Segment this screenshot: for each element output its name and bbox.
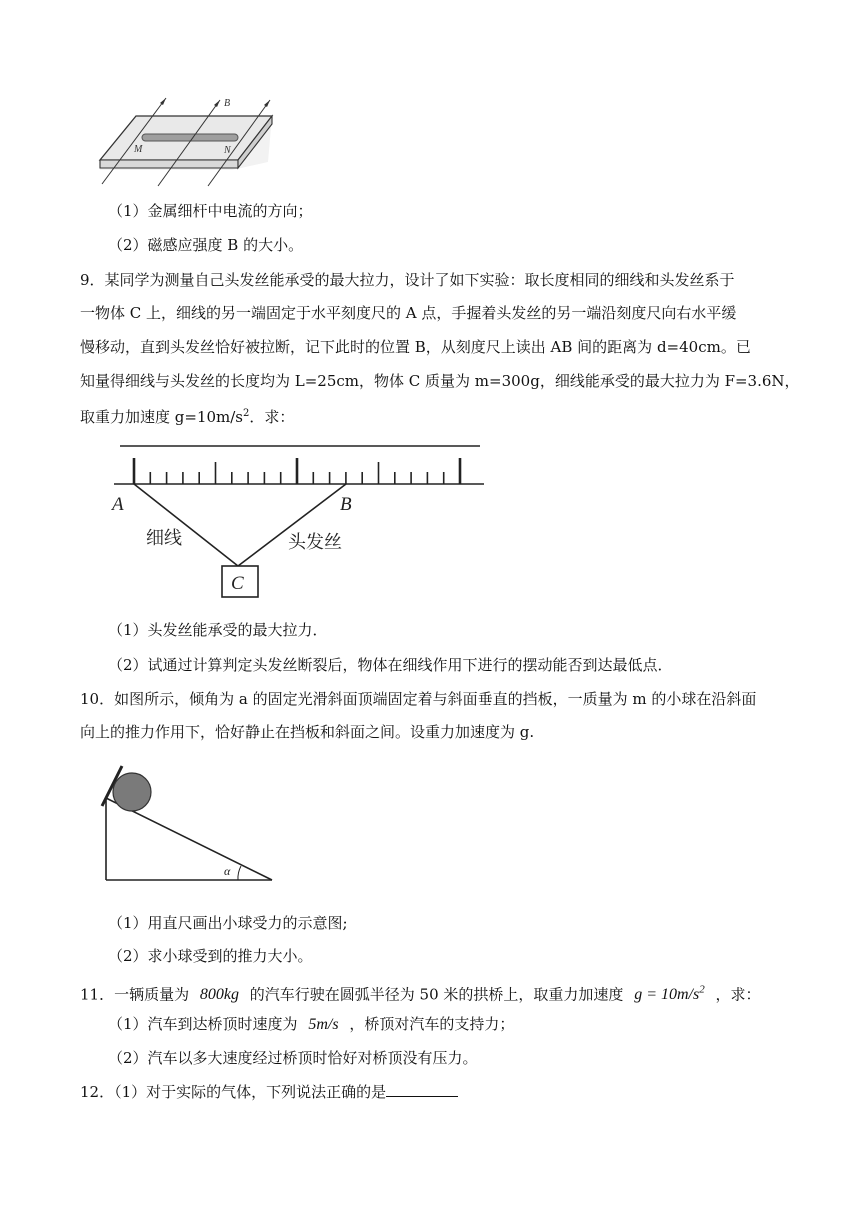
label-n: N bbox=[224, 145, 231, 156]
q11-mass: 800kg bbox=[199, 986, 239, 1004]
label-hair: 头发丝 bbox=[288, 532, 342, 553]
q8-sub2: （2）磁感应强度 B 的大小。 bbox=[108, 236, 304, 254]
q11-mid: 的汽车行驶在圆弧半径为 50 米的拱桥上，取重力加速度 bbox=[249, 985, 624, 1004]
ruler-ticks bbox=[134, 458, 460, 484]
q9-sub2: （2）试通过计算判定头发丝断裂后，物体在细线作用下进行的摆动能否到达最低点． bbox=[108, 656, 673, 674]
answer-blank[interactable] bbox=[386, 1082, 458, 1097]
q11-g-expr: g = 10m/s bbox=[634, 986, 700, 1004]
q10-line-2: 向上的推力作用下，恰好静止在挡板和斜面之间。设重力加速度为 g. bbox=[80, 723, 535, 741]
q9-line-5 bbox=[80, 404, 294, 427]
label-b2: B bbox=[340, 494, 352, 515]
q9-sub1: （1）头发丝能承受的最大拉力． bbox=[108, 621, 328, 639]
q11-sub1-post: ，桥顶对汽车的支持力； bbox=[349, 1015, 515, 1033]
q10-line-1: 10．如图所示，倾角为 a 的固定光滑斜面顶端固定着与斜面垂直的挡板，一质量为 m 的小球在沿斜面 bbox=[80, 690, 757, 708]
q9-ask: ．求： bbox=[249, 408, 295, 426]
q9-line-4: 知量得细线与头发丝的长度均为 L=25cm，物体 C 质量为 m=300g，细线能承受的最大拉力为 F=3.6N， bbox=[80, 372, 800, 390]
q9-gravity-text: 取重力加速度 g=10m/s bbox=[80, 408, 244, 426]
label-a: A bbox=[112, 494, 124, 515]
q10-sub2: （2）求小球受到的推力大小。 bbox=[108, 947, 313, 965]
q11-sub1 bbox=[108, 1014, 514, 1035]
q11-speed: 5m/s bbox=[308, 1016, 339, 1033]
magnetic-rod-figure bbox=[96, 92, 286, 188]
label-alpha: α bbox=[224, 864, 231, 878]
incline-ball-figure bbox=[100, 762, 280, 886]
q11-sub1-pre: （1）汽车到达桥顶时速度为 bbox=[108, 1015, 298, 1033]
label-b: B bbox=[224, 98, 231, 109]
q9-exponent: 2 bbox=[243, 408, 250, 419]
q9-line-3: 慢移动，直到头发丝恰好被拉断，记下此时的位置 B，从刻度尺上读出 AB 间的距离为 d=40cm。已 bbox=[80, 338, 751, 356]
q12-line bbox=[80, 1082, 458, 1102]
q12-text: 12．（1）对于实际的气体，下列说法正确的是 bbox=[80, 1083, 387, 1101]
q8-sub1: （1）金属细杆中电流的方向； bbox=[108, 202, 313, 220]
q11-line bbox=[80, 980, 761, 1005]
q10-sub1: （1）用直尺画出小球受力的示意图; bbox=[108, 914, 348, 932]
q11-sub2: （2）汽车以多大速度经过桥顶时恰好对桥顶没有压力。 bbox=[108, 1049, 478, 1067]
ruler-hair-figure bbox=[108, 440, 498, 602]
q11-gravity bbox=[634, 986, 705, 1003]
q9-line-1: 9．某同学为测量自己头发丝能承受的最大拉力，设计了如下实验：取长度相同的细线和头发丝系于 bbox=[80, 271, 735, 289]
q9-line-2: 一物体 C 上，细线的另一端固定于水平刻度尺的 A 点，手握着头发丝的另一端沿刻度尺向右水平缓 bbox=[80, 304, 737, 322]
q11-post: ，求： bbox=[715, 985, 761, 1004]
label-m: M bbox=[134, 144, 143, 155]
q11-pre: 11．一辆质量为 bbox=[80, 985, 190, 1004]
q11-g-sup: 2 bbox=[699, 984, 705, 996]
label-c: C bbox=[231, 573, 244, 594]
label-thread: 细线 bbox=[146, 528, 182, 549]
